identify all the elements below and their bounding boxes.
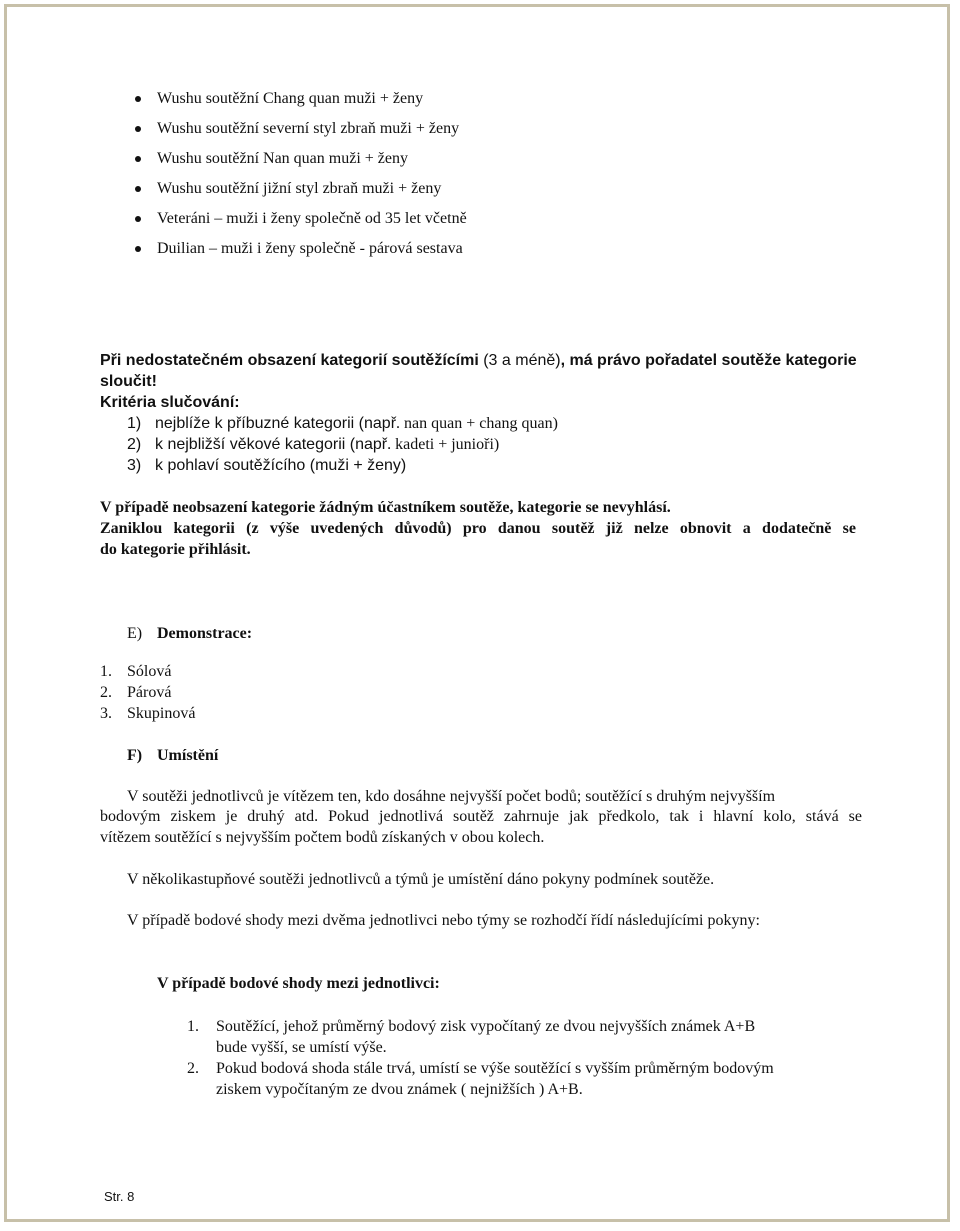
list-item-label: Sólová	[127, 663, 172, 680]
notice-line: V případě neobsazení kategorie žádným účastníkem soutěže, kategorie se nevyhlásí.	[100, 499, 671, 516]
paragraph: V několikastupňové soutěži jednotlivců a týmů je umístění dáno pokyny podmínek soutěže.	[127, 871, 715, 888]
section-title: Umístění	[157, 747, 219, 764]
list-item-label: Skupinová	[127, 705, 196, 722]
bullet-icon	[135, 216, 141, 222]
bullet-icon	[135, 156, 141, 162]
notice-line: do kategorie přihlásit.	[100, 541, 251, 558]
page-border	[4, 4, 950, 1222]
list-number: 2.	[100, 684, 112, 701]
list-item-label: Duilian – muži i ženy společně - párová sestava	[157, 240, 463, 257]
criteria-title: Kritéria slučování:	[100, 394, 240, 411]
section-title: Demonstrace:	[157, 625, 253, 642]
notice-line: Zaniklou kategorii (z výše uvedených důvodů) pro danou soutěž již nelze obnovit a dodatečně se	[100, 520, 856, 537]
list-number: 2.	[187, 1060, 199, 1077]
list-number: 1.	[187, 1018, 199, 1035]
list-number: 1.	[100, 663, 112, 680]
list-item-label: Wushu soutěžní jižní styl zbraň muži + ženy	[157, 180, 442, 197]
paragraph: V případě bodové shody mezi dvěma jednotlivci nebo týmy se rozhodčí řídí následujícími pokyny:	[127, 912, 760, 929]
page-number: Str. 8	[104, 1189, 135, 1204]
merge-rule-line: sloučit!	[100, 373, 157, 390]
paragraph-line: vítězem soutěžící s nejvyšším počtem bodů získaných v obou kolech.	[100, 829, 545, 846]
bullet-icon	[135, 96, 141, 102]
merge-rule-line: Při nedostatečném obsazení kategorií soutěžícími (3 a méně), má právo pořadatel soutěže kategorie	[100, 352, 857, 369]
list-item-label: Veteráni – muži i ženy společně od 35 let včetně	[157, 210, 467, 227]
list-item-label: Wushu soutěžní Chang quan muži + ženy	[157, 90, 424, 107]
paragraph-line: V soutěži jednotlivců je vítězem ten, kdo dosáhne nejvyšší počet bodů; soutěžící s druhým nejvyšším	[127, 788, 776, 805]
list-item-label: Wushu soutěžní Nan quan muži + ženy	[157, 150, 408, 167]
bullet-icon	[135, 126, 141, 132]
list-number: 3.	[100, 705, 112, 722]
bullet-icon	[135, 246, 141, 252]
bullet-icon	[135, 186, 141, 192]
section-letter: E)	[127, 625, 143, 642]
list-item-label: Soutěžící, jehož průměrný bodový zisk vypočítaný ze dvou nejvyšších známek A+B	[216, 1018, 756, 1035]
list-item-label: ziskem vypočítaným ze dvou známek ( nejnižších ) A+B.	[216, 1081, 583, 1098]
section-letter: F)	[127, 747, 143, 764]
paragraph-line: bodovým ziskem je druhý atd. Pokud jednotlivá soutěž zahrnuje jak předkolo, tak i hlavní kolo, stává se	[100, 808, 862, 825]
subsection-title: V případě bodové shody mezi jednotlivci:	[157, 975, 440, 992]
list-item-label: Wushu soutěžní severní styl zbraň muži + ženy	[157, 120, 460, 137]
list-item-label: Pokud bodová shoda stále trvá, umístí se výše soutěžící s vyšším průměrným bodovým	[216, 1060, 774, 1077]
list-item-label: bude vyšší, se umístí výše.	[216, 1039, 387, 1056]
list-item-label: Párová	[127, 684, 172, 701]
